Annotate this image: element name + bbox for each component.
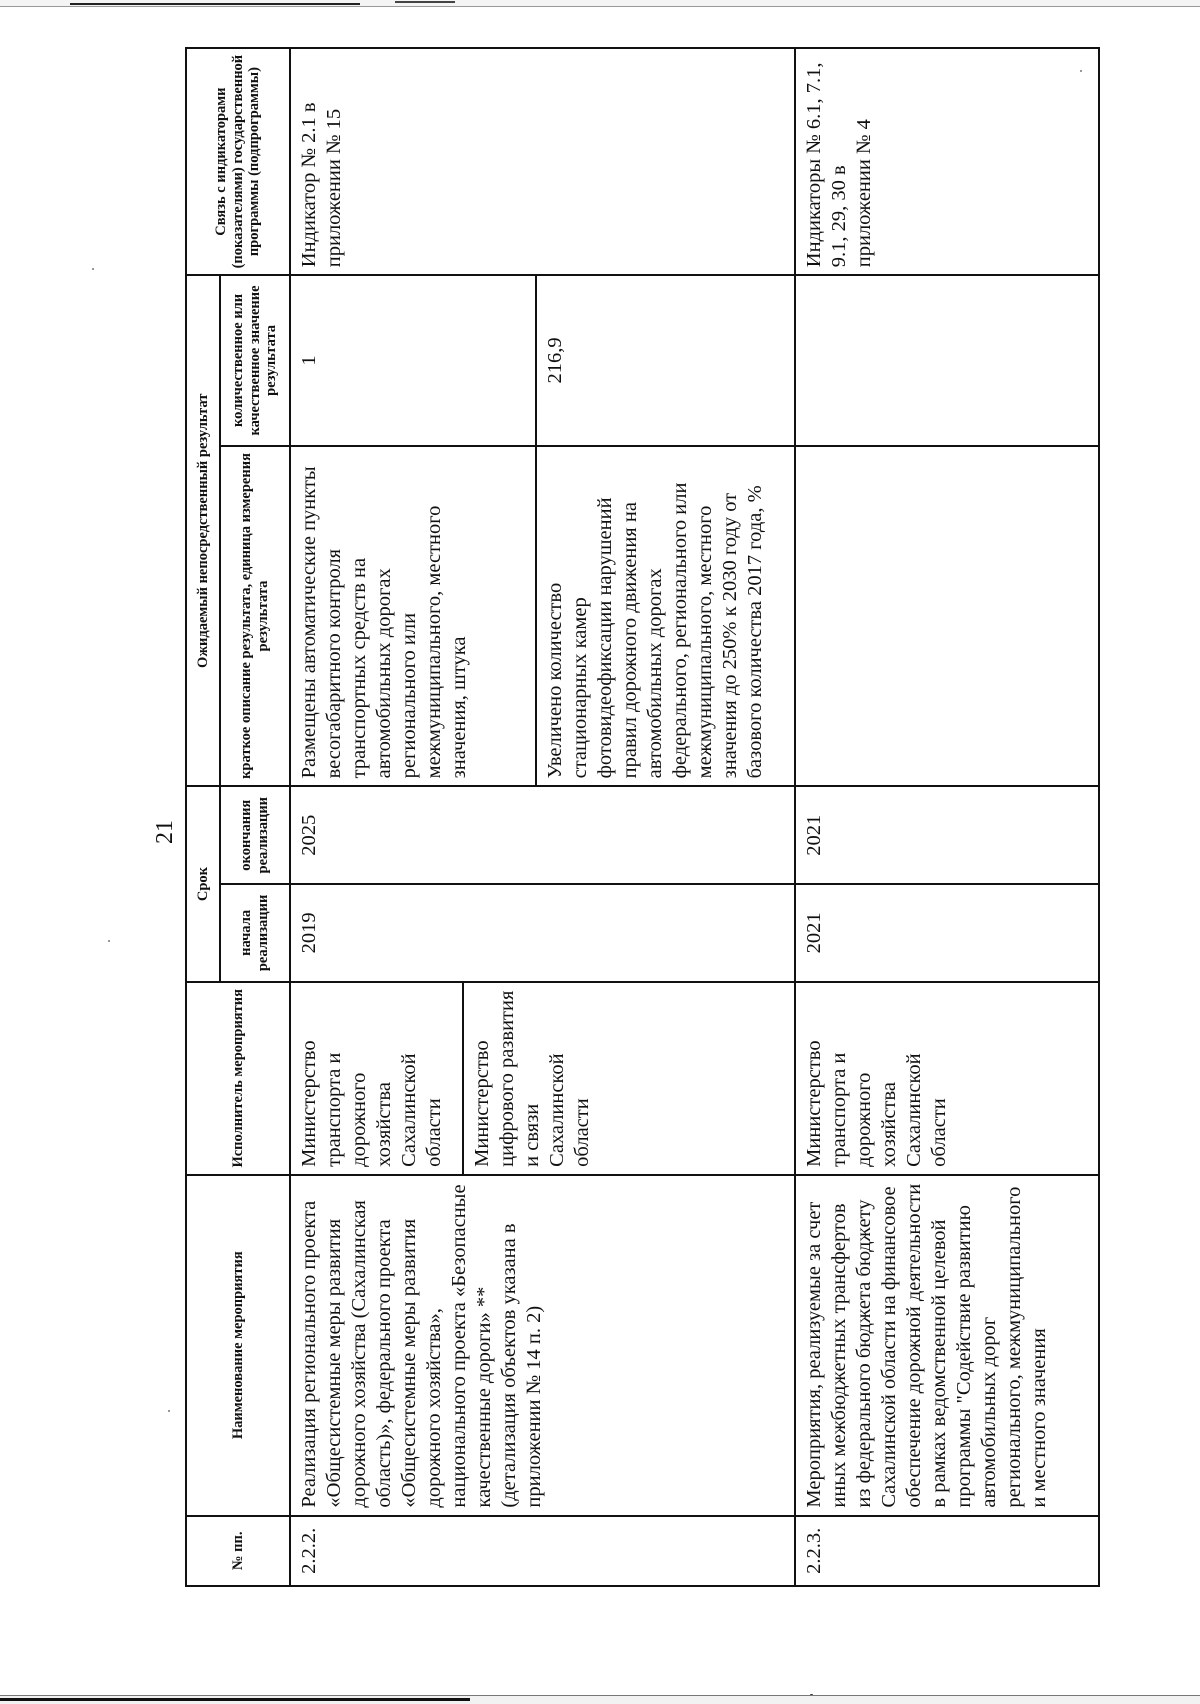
header-name: Наименование мероприятия [186,1175,290,1516]
result-desc-2: Увеличено количество стационарных камер фотовидеофиксации нарушений правил дорожного движения на автомобильных дорогах федерального, регионального или межмуниципального, местного значения до 250% к 2030 году от базового количества 2017 года, % [535,447,774,786]
header-result-desc: краткое описание результата, единица измерения результата [220,446,290,787]
table-row [795,48,1099,1586]
row-name: Реализация регионального проекта «Общесистемные меры развития дорожного хозяйства (Сахалинская область)», федерального проекта «Общесистемные меры развития дорожного хозяйства», национального проекта «Безопасные качественные дороги» ** (детализация объектов указана в приложении № 14 п. 2) [290,1175,795,1516]
row-indicators: Индикаторы № 6.1, 7.1, 9.1, 29, 30 в приложении № 4 [795,48,1099,275]
row-end: 2021 [795,786,1099,884]
scan-artifact-line [0,1698,470,1701]
header-num: № пп. [186,1516,290,1586]
row-name: Мероприятия, реализуемые за счет иных межбюджетных трансфертов из федерального бюджета бюджету Сахалинской области на финансовое обеспечение дорожной деятельности в рамках ведомственной целевой программы "Содействие развитию автомобильных дорог регионального, межмуниципального и местного значения [795,1175,1099,1516]
scan-speck [168,1410,170,1412]
executor-2: Министерство цифрового развития и связи Сахалинской области [462,983,601,1174]
row-result-desc [795,446,1099,787]
result-value-2: 216,9 [535,276,574,444]
header-indicators: Связь с индикаторами (показателями) государственной программы (подпрограммы) [186,48,290,275]
scan-speck [92,268,94,270]
page-number: 21 [152,820,178,844]
header-term-start: начала реализации [220,884,290,982]
result-value-1: 1 [298,355,320,366]
row-start: 2021 [795,884,1099,982]
header-term: Срок [186,786,220,981]
scan-artifact-line [70,3,360,5]
result-desc-1: Размещены автоматические пункты весогабаритного контроля транспортных средств на автомобильных дорогах регионального или межмуниципального, местного значения, штука [298,466,470,779]
row-result-value [290,275,795,445]
header-result: Ожидаемый непосредственный результат [186,275,220,786]
header-term-end: окончания реализации [220,786,290,884]
row-executor: Министерство транспорта и дорожного хозяйства Сахалинской области [795,982,1099,1175]
row-start: 2019 [290,884,795,982]
header-row-1 [186,48,220,1586]
row-num: 2.2.3. [795,1516,1099,1586]
table-row [290,48,795,1586]
header-result-value: количественное или качественное значение результата [220,275,290,445]
header-executor: Исполнитель мероприятия [186,982,290,1175]
row-result-desc [290,446,795,787]
scan-artifact-line [395,1,455,3]
row-indicators: Индикатор № 2.1 в приложении № 15 [290,48,795,275]
measures-table [185,47,1100,1587]
row-end: 2025 [290,786,795,884]
row-executor [290,982,795,1175]
scan-speck [108,940,110,942]
row-num: 2.2.2. [290,1516,795,1586]
rotated-sheet [185,47,1100,1587]
executor-1: Министерство транспорта и дорожного хозяйства Сахалинской области [298,1040,445,1167]
row-result-value [795,275,1099,445]
